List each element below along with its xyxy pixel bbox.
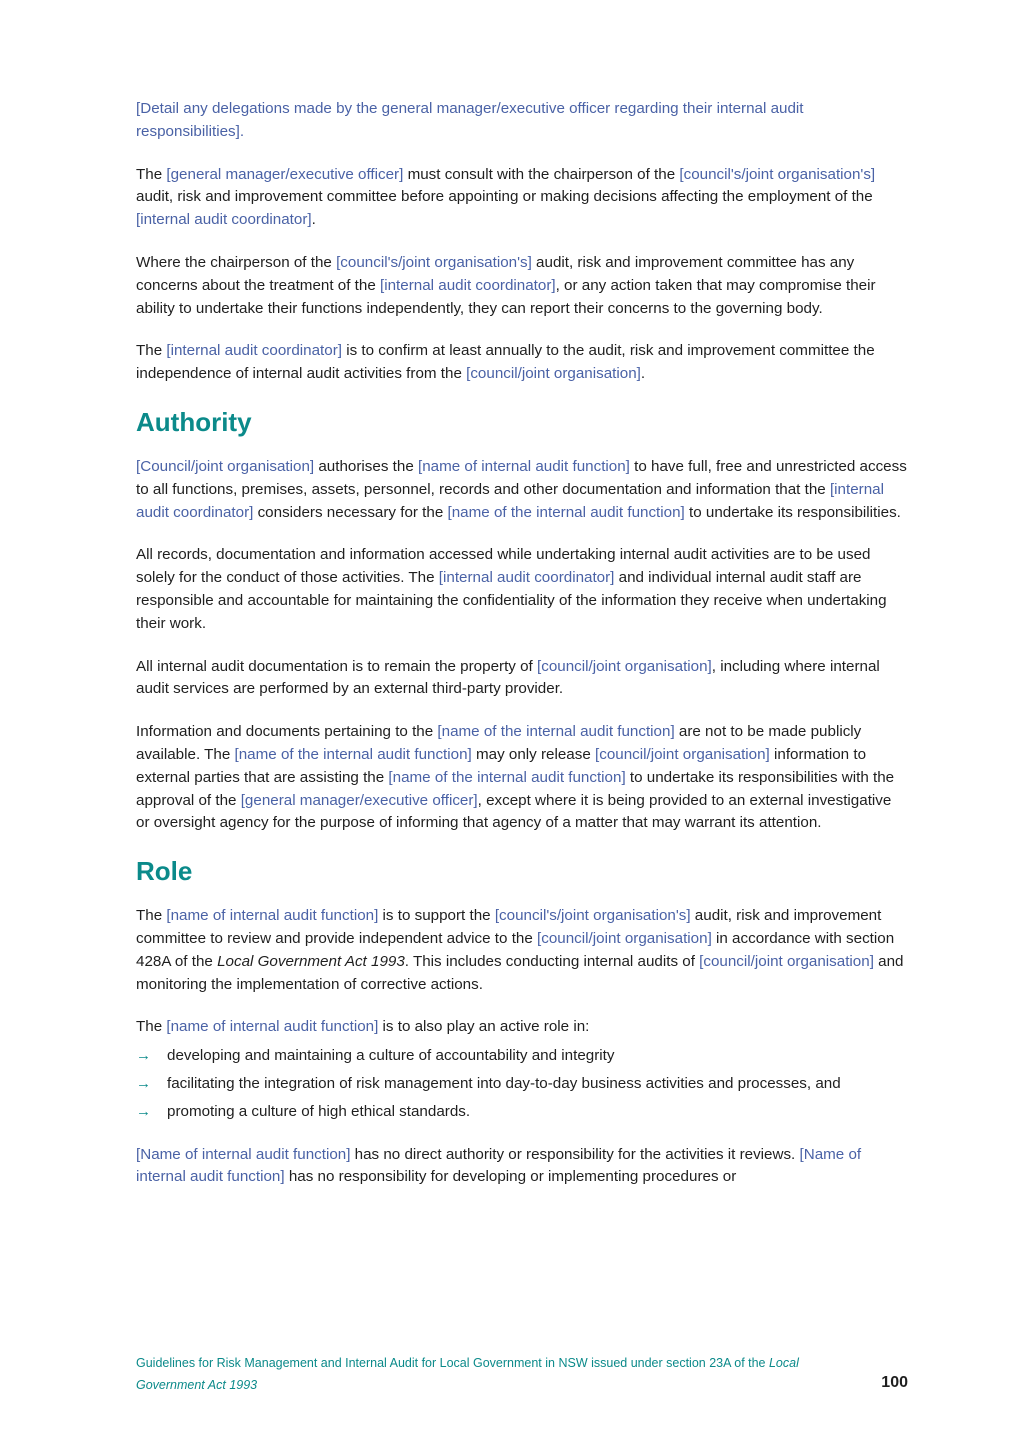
footer-text: Guidelines for Risk Management and Internal Audit for Local Government in NSW issued under section 23A of the <box>136 1356 769 1370</box>
text: information to external parties that are assisting the <box>136 745 867 786</box>
text: . This includes conducting internal audits of <box>404 952 700 970</box>
placeholder-text: [Detail any delegations made by the general manager/executive officer regarding their internal audit responsibilities]. <box>136 100 804 140</box>
placeholder-text: [internal audit coordinator] <box>438 569 615 587</box>
placeholder-text: [council's/joint organisation's] <box>679 165 876 183</box>
placeholder-text: [council's/joint organisation's] <box>336 253 532 271</box>
placeholder-text: [council/joint organisation] <box>466 365 641 383</box>
text: authorises the <box>314 457 418 475</box>
delegations-paragraph <box>136 98 908 144</box>
placeholder-text: [name of the internal audit function] <box>447 503 685 521</box>
text: . <box>640 365 646 383</box>
text: to undertake its responsibilities with the approval of the <box>136 768 895 809</box>
text: is to also play an active role in: <box>378 1018 590 1036</box>
placeholder-text: [council/joint organisation] <box>537 929 712 947</box>
text: are not to be made publicly available. The <box>136 723 862 763</box>
text: . <box>311 211 316 229</box>
act-title: Local Government Act 1993 <box>217 952 405 970</box>
list-item-text: facilitating the integration of risk management into day-to-day business activities and processes, and <box>167 1074 841 1092</box>
text: and individual internal audit staff are responsible and accountable for maintaining the confidentiality of the information they receive when undertaking their work. <box>136 569 887 632</box>
placeholder-text: [name of the internal audit function] <box>437 723 675 741</box>
placeholder-text: [council/joint organisation] <box>699 952 874 970</box>
page-number: 100 <box>881 1374 908 1391</box>
list-item-text: promoting a culture of high ethical standards. <box>167 1102 471 1120</box>
text: to undertake its responsibilities. <box>684 503 901 521</box>
text: , or any action taken that may compromise their ability to undertake their functions independently, they can report their concerns to the governing body. <box>136 276 876 317</box>
placeholder-text: [council/joint organisation] <box>595 745 770 763</box>
text: may only release <box>471 745 596 763</box>
text: audit, risk and improvement committee has any concerns about the treatment of the <box>136 253 855 294</box>
placeholder-text: [Name of internal audit function] <box>136 1145 351 1163</box>
placeholder-text: [name of the internal audit function] <box>388 768 626 786</box>
page-content <box>136 98 908 1209</box>
list-item <box>136 1045 908 1068</box>
placeholder-text: [name of internal audit function] <box>166 1018 379 1036</box>
placeholder-text: [Name of internal audit function] <box>136 1145 862 1186</box>
text: , except where it is being provided to an external investigative or oversight agency for the purpose of informing that agency of a matter that may warrant its attention. <box>136 791 892 832</box>
text: The <box>136 1018 167 1036</box>
text: The <box>136 342 167 360</box>
placeholder-text: [name of internal audit function] <box>417 457 630 475</box>
placeholder-text: [name of the internal audit function] <box>234 745 472 763</box>
text: Information and documents pertaining to the <box>136 723 438 741</box>
text: All records, documentation and information accessed while undertaking internal audit activities are to be used solely for the conduct of those activities. The <box>136 546 871 587</box>
text: and monitoring the implementation of corrective actions. <box>136 952 904 993</box>
arrow-right-icon: → <box>136 1102 151 1120</box>
consult-paragraph <box>136 164 908 232</box>
text: Where the chairperson of the <box>136 253 337 271</box>
footer-citation <box>136 1352 866 1396</box>
authority-records-paragraph <box>136 544 908 635</box>
independence-paragraph <box>136 340 908 386</box>
text: audit, risk and improvement committee before appointing or making decisions affecting the employment of the <box>136 188 873 206</box>
authority-information-paragraph <box>136 721 908 835</box>
placeholder-text: [general manager/executive officer] <box>166 165 404 183</box>
text: considers necessary for the <box>253 503 448 521</box>
placeholder-text: [Council/joint organisation] <box>136 457 315 475</box>
text: All internal audit documentation is to remain the property of <box>136 657 538 675</box>
authority-property-paragraph <box>136 656 908 702</box>
placeholder-text: [internal audit coordinator] <box>136 480 884 521</box>
text: has no direct authority or responsibility for the activities it reviews. <box>350 1145 800 1163</box>
arrow-right-icon: → <box>136 1047 151 1065</box>
role-heading: Role <box>136 856 193 887</box>
text: , including where internal audit services are performed by an external third-party provider. <box>136 657 880 698</box>
text: is to confirm at least annually to the audit, risk and improvement committee the independence of internal audit activities from the <box>136 342 875 383</box>
text: The <box>136 165 167 183</box>
page-footer <box>136 1352 908 1396</box>
role-support-paragraph <box>136 905 908 996</box>
placeholder-text: [internal audit coordinator] <box>380 276 556 294</box>
placeholder-text: [internal audit coordinator] <box>166 342 342 360</box>
authority-heading: Authority <box>136 406 252 437</box>
role-active-paragraph <box>136 1016 908 1039</box>
role-responsibility-paragraph <box>136 1144 908 1190</box>
role-bullet-list <box>136 1045 908 1123</box>
concerns-paragraph <box>136 252 908 320</box>
placeholder-text: [name of internal audit function] <box>166 907 379 925</box>
text: in accordance with section 428A of the <box>136 929 895 970</box>
list-item <box>136 1073 908 1096</box>
text: has no responsibility for developing or implementing procedures or <box>284 1168 737 1186</box>
placeholder-text: [council/joint organisation] <box>537 657 712 675</box>
list-item <box>136 1101 908 1124</box>
list-item-text: developing and maintaining a culture of accountability and integrity <box>167 1047 615 1065</box>
footer-act-title: Local Government Act 1993 <box>136 1356 799 1392</box>
text: must consult with the chairperson of the <box>403 165 680 183</box>
text: is to support the <box>378 907 495 925</box>
text: The <box>136 907 167 925</box>
arrow-right-icon: → <box>136 1074 151 1092</box>
text: audit, risk and improvement committee to review and provide independent advice to the <box>136 907 882 947</box>
placeholder-text: [council's/joint organisation's] <box>494 907 691 925</box>
placeholder-text: [internal audit coordinator] <box>136 211 312 229</box>
authority-access-paragraph <box>136 456 908 524</box>
placeholder-text: [general manager/executive officer] <box>240 791 478 809</box>
text: to have full, free and unrestricted access to all functions, premises, assets, personnel, records and other documentation and information that the <box>136 457 907 498</box>
